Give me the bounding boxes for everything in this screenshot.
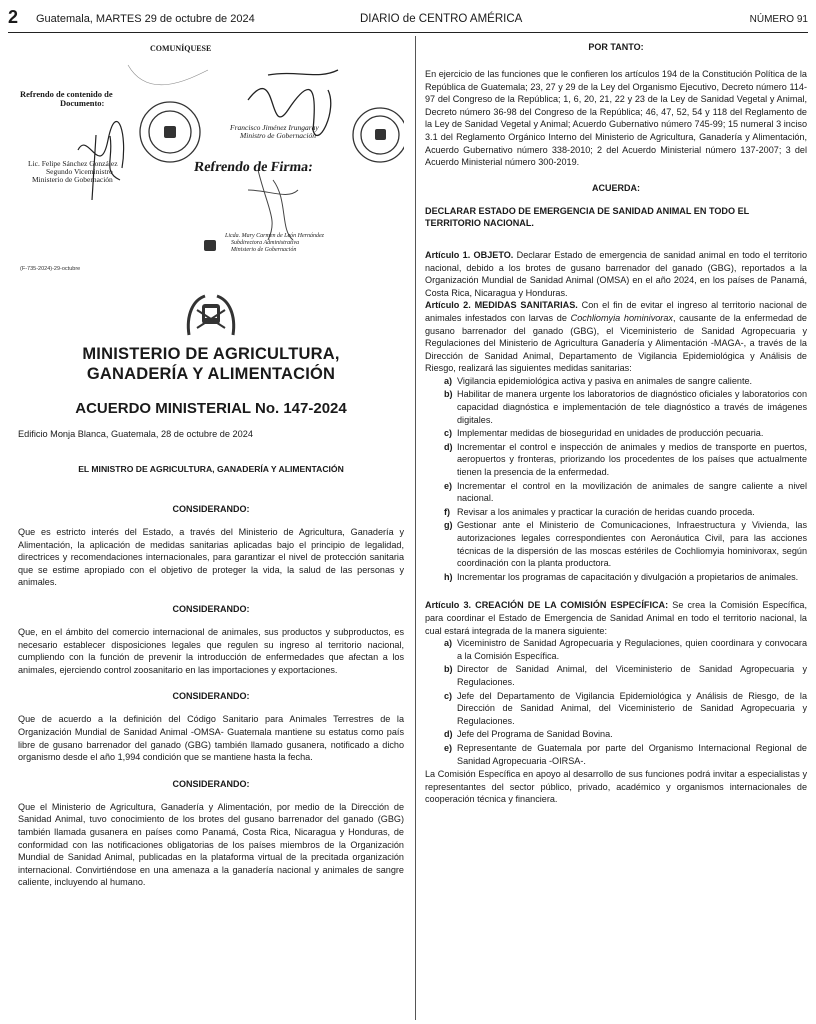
list-item bbox=[425, 519, 807, 569]
list-item-text: Incrementar los programas de capacitación y divulgación a propietarios de animales. bbox=[457, 571, 799, 582]
species-name: Cochliomyia hominivorax bbox=[570, 312, 673, 323]
page-header bbox=[8, 7, 808, 33]
list-item-text: Director de Sanidad Animal, del Viceministerio de Sanidad Agropecuaria y Regulaciones. bbox=[457, 664, 807, 687]
list-item-letter: b) bbox=[444, 664, 453, 675]
list-item-text: Habilitar de manera urgente los laboratorios de diagnóstico oficiales y laboratorios con capacidad diagnóstica e implementación de tele diagnóstico a través de imágenes digitales. bbox=[457, 389, 807, 425]
list-item-letter: a) bbox=[444, 638, 453, 649]
stamp-area bbox=[18, 40, 404, 290]
list-item-letter: c) bbox=[444, 690, 453, 701]
header-date: Guatemala, MARTES 29 de octubre de 2024 bbox=[36, 13, 255, 25]
signer-2: Francisco Jiménez Irungaray Ministro de Gobernación bbox=[230, 123, 319, 140]
signature-scribble-4 bbox=[128, 65, 208, 85]
commission-members-list bbox=[425, 637, 807, 767]
list-item-letter: c) bbox=[444, 428, 453, 439]
list-item bbox=[425, 742, 807, 767]
declarar-statement: DECLARAR ESTADO DE EMERGENCIA DE SANIDAD ANIMAL EN TODO EL TERRITORIO NACIONAL. bbox=[425, 205, 750, 229]
list-item-text: Incrementar el control e inspección de animales y medios de transporte en puertos, aeropuertos y fronteras, priorizando los procedentes de los países que actualmente tienen la presencia de la enfermedad. bbox=[457, 441, 807, 478]
article-3-text: Se crea la Comisión Específica, para coordinar el Estado de Emergencia de Sanidad Animal en todo el territorio nacional, la cual estará integrada de la manera siguiente: bbox=[425, 600, 808, 636]
signer-3: Licda. Mary Carmen de León Hernández Subdirectora Administrativa Ministerio de Gobernación bbox=[225, 233, 324, 253]
por-tanto-text: En ejercicio de las funciones que le confieren los artículos 194 de la Constitución Política de la República de Guatemala; 23, 27 y 29 de la Ley del Organismo Ejecutivo, Decreto número 114-97 del Congreso de la República; 1, 6, 20, 21, 22 y 23 de la Ley de Sanidad Vegetal y Animal, Decreto número 36-98 del Congreso de la República; 46, 47, 52, 54 y 118 del Reglamento de la Ley de Sanidad Vegetal y Animal; Acuerdo Gubernativo número 745-99; 15 numeral 3 inciso 3.1 del Reglamento Orgánico Interno del Ministerio de Agricultura, Ganadería y Alimentación, Acuerdo Gubernativo número 338-2010; 2 del Acuerdo Ministerial número 137-2007; 3 del Acuerdo Ministerial número 300-2019. bbox=[425, 69, 807, 168]
list-item bbox=[425, 637, 807, 662]
considerando-heading: CONSIDERANDO: bbox=[172, 691, 250, 702]
list-item-text: Jefe del Departamento de Vigilancia Epidemiológica y Análisis de Riesgo, de la Dirección de Sanidad Animal, del Viceministerio de Sanidad Agropecuaria y Regulaciones. bbox=[457, 690, 807, 726]
list-item-letter: h) bbox=[444, 571, 453, 582]
article-2-text-a: Con el fin de evitar el ingreso al territorio nacional de animales infestados con larvas de bbox=[425, 300, 807, 323]
list-item bbox=[425, 375, 807, 388]
list-item-text: Revisar a los animales y practicar la curación de heridas cuando proceda. bbox=[457, 506, 755, 517]
guatemala-coat-of-arms-icon bbox=[181, 290, 241, 340]
comuniquese-label: COMUNÍQUESE bbox=[150, 44, 212, 53]
list-item-letter: e) bbox=[444, 742, 453, 753]
article-2-measures bbox=[425, 375, 807, 584]
considerando-heading: CONSIDERANDO: bbox=[172, 778, 250, 789]
article-1-text: Declarar Estado de emergencia de sanidad animal en todo el territorio nacional, debido a los brotes de gusano barrenador del ganado (GBG), reportados a la Organización Mundial de Sanidad Animal (OMSA) en el año 2024, en los países de Panamá, Costa Rica, Nicaragua y Honduras. bbox=[425, 249, 807, 298]
el-ministro-heading: EL MINISTRO DE AGRICULTURA, GANADERÍA Y ALIMENTACIÓN bbox=[78, 464, 344, 474]
article-2-text-b: , causante de la enfermedad de gusano barrenador del ganado (GBG), el Viceministerio de Sanidad Agropecuaria y Regulaciones del Ministerio de Agricultura Ganadería y Alimentación -MAGA-, a través de la Dirección de Sanidad Animal, Departamento de Vigilancia Epidemiológica y Análisis de Riesgo, realizará las siguientes medidas sanitarias: bbox=[425, 312, 807, 374]
signer-1: Lic. Felipe Sánchez González Segundo Viceministro Ministerio de Gobernación bbox=[28, 159, 118, 184]
column-divider bbox=[415, 36, 416, 1020]
considerando-2: Que, en el ámbito del comercio internacional de animales, sus productos y subproductos, es necesario establecer disposiciones legales que regulen su ingreso al territorio nacional, cumpliendo con la función de prevenir la introducción de enfermedades que afectan a los animales, ejerciendo control zoosanitario en las importaciones y exportaciones. bbox=[18, 626, 404, 675]
list-item-text: Gestionar ante el Ministerio de Comunicaciones, Infraestructura y Vivienda, las autorizaciones legales correspondientes con Aeronáutica Civil, para las acciones técnicas de la dispersión de las moscas estériles de Cochliomyia hominivorax, según coordinación con la planta productora. bbox=[457, 520, 807, 569]
acuerda-heading: ACUERDA: bbox=[592, 182, 640, 193]
list-item-letter: a) bbox=[444, 375, 453, 386]
list-item-text: Viceministro de Sanidad Agropecuaria y Regulaciones, quien coordinara y convocara a la Comisión Específica. bbox=[457, 638, 807, 661]
article-1-label: Artículo 1. OBJETO. bbox=[425, 249, 514, 260]
list-item-text: Vigilancia epidemiológica activa y pasiva en animales de sangre caliente. bbox=[457, 375, 753, 386]
list-item bbox=[425, 388, 807, 426]
list-item-text: Representante de Guatemala por parte del Organismo Internacional Regional de Sanidad Agropecuaria -OIRSA-. bbox=[457, 742, 807, 766]
list-item bbox=[425, 480, 807, 505]
header-publication: DIARIO de CENTRO AMÉRICA bbox=[360, 13, 523, 25]
list-item bbox=[425, 506, 807, 519]
article-2 bbox=[425, 299, 807, 375]
measures-list bbox=[425, 375, 807, 584]
ministry-name: MINISTERIO DE AGRICULTURA, GANADERÍA Y ALIMENTACIÓN bbox=[82, 345, 340, 383]
article-1 bbox=[425, 249, 807, 299]
signature-scribble-3 bbox=[248, 170, 298, 240]
left-column bbox=[18, 40, 404, 889]
considerando-heading: CONSIDERANDO: bbox=[172, 603, 250, 614]
list-item-letter: d) bbox=[444, 729, 453, 740]
considerando-4: Que el Ministerio de Agricultura, Ganadería y Alimentación, por medio de la Dirección de Sanidad Animal, tuvo conocimiento de los brotes del gusano barrenador del ganado (GBG) también llamada gusanera en países como Panamá, Costa Rica, Nicaragua y Honduras, de conformidad con las notificaciones obligatorias de los países miembros de la Organización Mundial de Sanidad Animal, publicadas en la plataforma virtual de la precitada organización internacional. Convirtiéndose en una amenaza a la ganadería nacional y animales de sangre caliente, incluyendo al humano. bbox=[18, 801, 404, 888]
list-item-text: Incrementar el control en la movilización de animales de sangre caliente a nivel nacional. bbox=[457, 480, 807, 504]
list-item bbox=[425, 427, 807, 440]
list-item-letter: f) bbox=[444, 506, 451, 517]
document-reference: (F-735-2024)-29-octubre bbox=[20, 266, 81, 272]
considerando-1: Que es estricto interés del Estado, a través del Ministerio de Agricultura, Ganadería y Alimentación, la aplicación de medidas sanitarias aplicadas bajo el principio de legalidad, directrices y recomendaciones internacionales, para garantizar el nivel de protección sanitaria que se estime apropiado con el objetivo de proteger la vida, la salud de las personas y animales. bbox=[18, 527, 404, 588]
header-issue: NÚMERO 91 bbox=[749, 14, 808, 25]
list-item-letter: b) bbox=[444, 389, 453, 400]
acuerdo-title: ACUERDO MINISTERIAL No. 147-2024 bbox=[75, 400, 347, 417]
article-2-label: Artículo 2. MEDIDAS SANITARIAS. bbox=[425, 300, 578, 311]
closing-paragraph: La Comisión Específica en apoyo al desarrollo de sus funciones podrá invitar a especialistas y representantes del sector público, privado, académico y organismos internacionales de cooperación técnica y financiera. bbox=[425, 769, 807, 805]
list-item bbox=[425, 571, 807, 584]
list-item bbox=[425, 441, 807, 479]
list-item-letter: d) bbox=[444, 441, 453, 452]
list-item bbox=[425, 728, 807, 741]
page-number: 2 bbox=[8, 7, 19, 27]
article-3-label: Artículo 3. CREACIÓN DE LA COMISIÓN ESPECÍFICA: bbox=[425, 600, 669, 611]
place-date: Edificio Monja Blanca, Guatemala, 28 de octubre de 2024 bbox=[18, 429, 253, 439]
list-item-text: Implementar medidas de bioseguridad en unidades de producción pecuaria. bbox=[457, 428, 764, 439]
list-item-letter: g) bbox=[444, 520, 453, 531]
refrendo-contenido: Refrendo de contenido de Documento: bbox=[20, 89, 113, 108]
considerando-heading: CONSIDERANDO: bbox=[172, 504, 250, 514]
list-item bbox=[425, 690, 807, 728]
list-item-text: Jefe del Programa de Sanidad Bovina. bbox=[457, 729, 613, 740]
right-column bbox=[425, 40, 807, 806]
considerando-3: Que de acuerdo a la definición del Código Sanitario para Animales Terrestres de la Organización Mundial de Sanidad Animal -OMSA- Guatemala mantiene su estatus como país libre de gusano barrenador del ganado (GBG) también llamado gusanera, notificado a dicho organismo desde el año 1,994 condición que se mantiene hasta la fecha. bbox=[18, 714, 404, 763]
refrendo-firma: Refrendo de Firma: bbox=[193, 160, 314, 175]
por-tanto-heading: POR TANTO: bbox=[588, 42, 644, 52]
list-item-letter: e) bbox=[444, 480, 453, 491]
list-item bbox=[425, 663, 807, 688]
article-3 bbox=[425, 599, 807, 637]
